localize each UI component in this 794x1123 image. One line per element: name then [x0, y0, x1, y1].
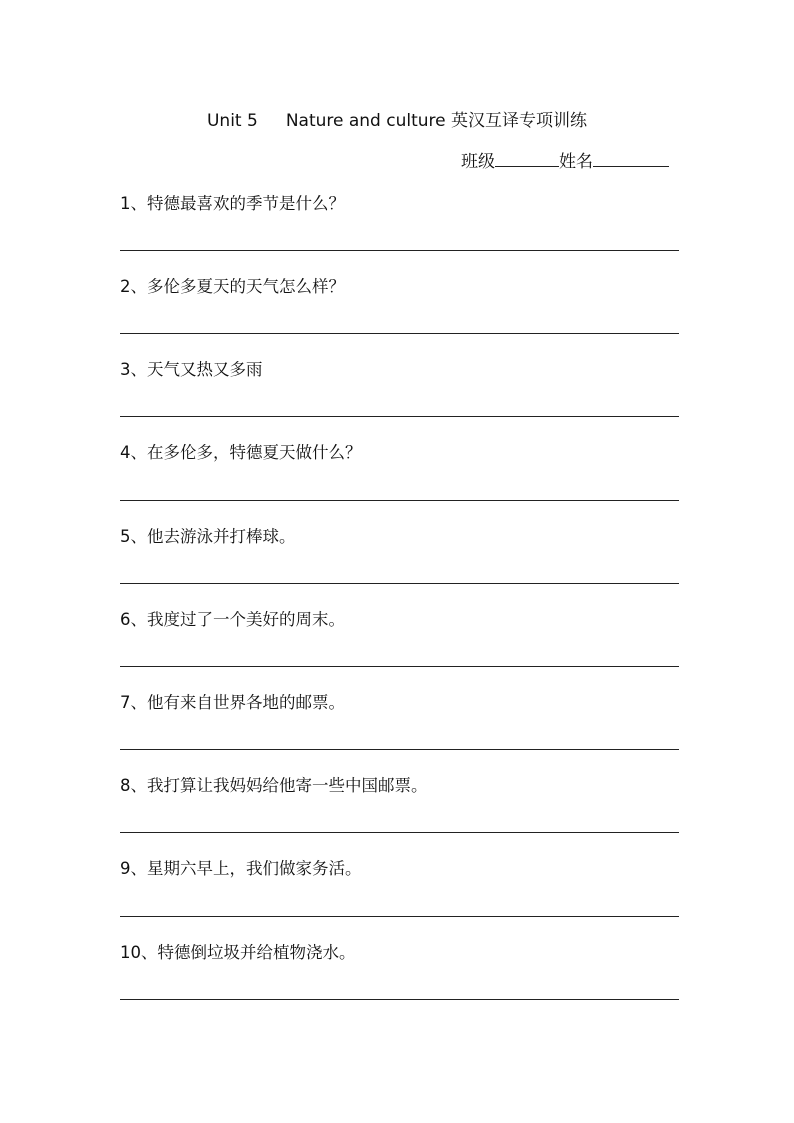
question-text: 3、天气又热又多雨 — [120, 360, 263, 379]
answer-line[interactable] — [120, 832, 679, 833]
name-label: 姓名 — [559, 152, 593, 172]
question-text: 1、特德最喜欢的季节是什么？ — [120, 194, 345, 213]
question-text: 10、特德倒垃圾并给植物浇水。 — [120, 943, 356, 962]
class-blank[interactable] — [495, 149, 559, 167]
class-name-line — [461, 147, 669, 172]
class-label: 班级 — [461, 152, 495, 172]
answer-line[interactable] — [120, 999, 679, 1000]
answer-line[interactable] — [120, 416, 679, 417]
answer-line[interactable] — [120, 500, 679, 501]
unit-label: Unit 5 — [206, 111, 258, 131]
title-text: Nature and culture 英汉互译专项训练 — [285, 111, 588, 131]
answer-line[interactable] — [120, 749, 679, 750]
question-text: 5、他去游泳并打棒球。 — [120, 527, 296, 546]
question-text: 6、我度过了一个美好的周末。 — [120, 610, 345, 629]
answer-line[interactable] — [120, 250, 679, 251]
question-text: 2、多伦多夏天的天气怎么样？ — [120, 277, 345, 296]
question-text: 9、星期六早上，我们做家务活。 — [120, 859, 362, 878]
question-text: 4、在多伦多，特德夏天做什么？ — [120, 443, 362, 462]
question-text: 7、他有来自世界各地的邮票。 — [120, 693, 345, 712]
answer-line[interactable] — [120, 583, 679, 584]
question-text: 8、我打算让我妈妈给他寄一些中国邮票。 — [120, 776, 428, 795]
answer-line[interactable] — [120, 916, 679, 917]
worksheet-title — [0, 106, 794, 131]
answer-line[interactable] — [120, 333, 679, 334]
name-blank[interactable] — [593, 149, 669, 167]
answer-line[interactable] — [120, 666, 679, 667]
